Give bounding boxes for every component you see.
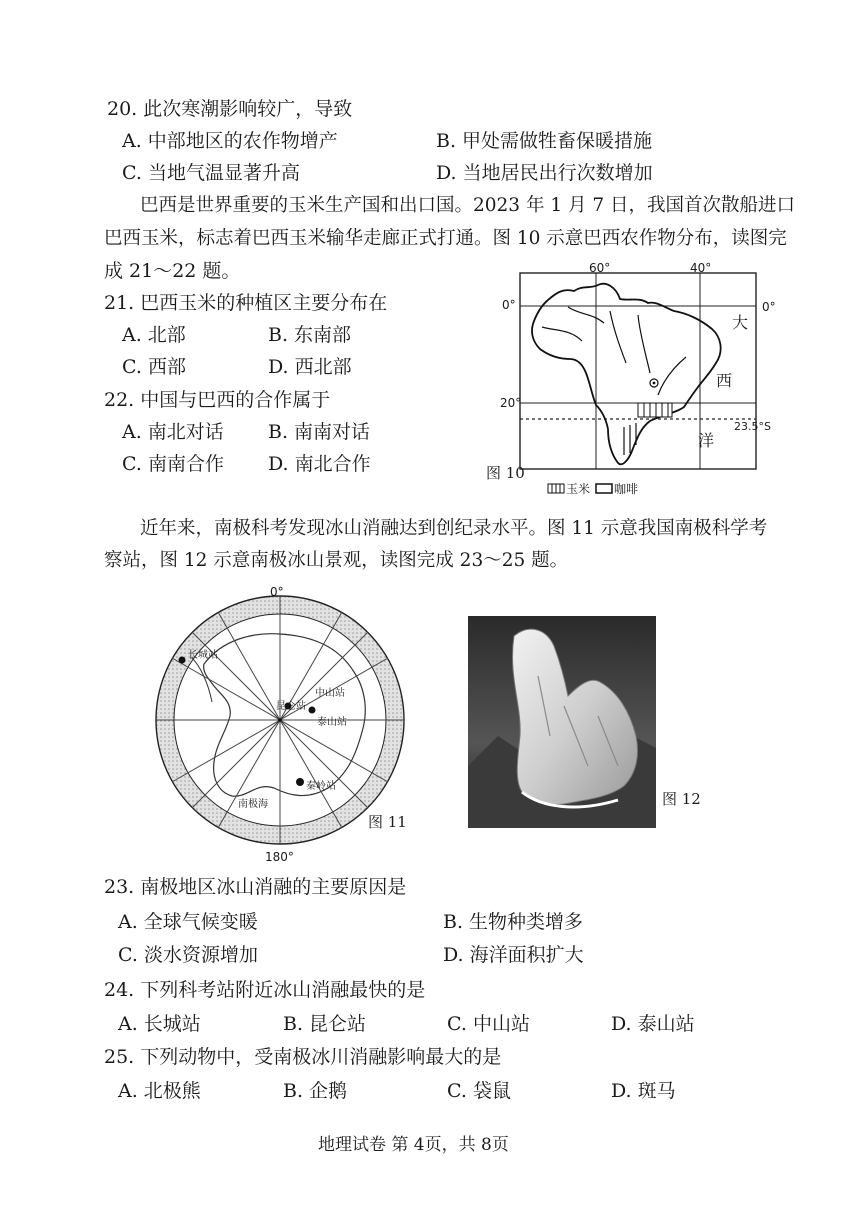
fig12-caption: 图 12 (662, 790, 701, 808)
q21-option-d: D. 西北部 (268, 356, 352, 378)
fig11-label-0deg: 0° (270, 585, 284, 599)
q25-stem: 25. 下列动物中，受南极冰川消融影响最大的是 (104, 1046, 502, 1068)
figure-12-iceberg-photo (468, 616, 656, 828)
fig10-lon-60: 60° (589, 261, 611, 275)
q22-option-b: B. 南南对话 (268, 421, 371, 443)
q21-stem: 21. 巴西玉米的种植区主要分布在 (104, 292, 388, 314)
fig11-station-kunlun: 昆仑站 (276, 701, 306, 712)
q20-option-d: D. 当地居民出行次数增加 (436, 162, 653, 184)
q23-stem: 23. 南极地区冰山消融的主要原因是 (104, 876, 407, 898)
q25-option-d: D. 斑马 (611, 1080, 676, 1102)
fig10-ocean-char-2: 西 (716, 371, 733, 390)
page-footer: 地理试卷 第 4页，共 8页 (318, 1135, 509, 1155)
fig10-lat0-right: 0° (762, 300, 776, 314)
fig10-lat0-left: 0° (502, 298, 516, 312)
q23-option-a: A. 全球气候变暖 (118, 911, 258, 933)
q24-option-a: A. 长城站 (118, 1013, 201, 1035)
q21-option-b: B. 东南部 (268, 324, 352, 346)
q24-option-d: D. 泰山站 (611, 1013, 695, 1035)
fig11-pole-label: 南极海 (238, 799, 268, 810)
fig10-lon-40: 40° (690, 261, 712, 275)
q25-option-a: A. 北极熊 (118, 1080, 201, 1102)
q23-option-b: B. 生物种类增多 (443, 911, 584, 933)
q24-stem: 24. 下列科考站附近冰山消融最快的是 (104, 979, 426, 1001)
q22-option-a: A. 南北对话 (122, 421, 224, 443)
q20-option-c: C. 当地气温显著升高 (122, 162, 300, 184)
passage1-line3: 成 21～22 题。 (104, 260, 241, 282)
q24-option-b: B. 昆仑站 (283, 1013, 367, 1035)
fig11-caption: 图 11 (368, 813, 407, 831)
q25-option-c: C. 袋鼠 (447, 1080, 511, 1102)
q23-option-c: C. 淡水资源增加 (118, 944, 258, 966)
fig10-ocean-char-1: 大 (732, 313, 749, 332)
fig11-station-taishan: 泰山站 (317, 717, 347, 728)
passage1-line2: 巴西玉米，标志着巴西玉米输华走廊正式打通。图 10 示意巴西农作物分布，读图完 (104, 228, 787, 249)
fig10-ocean-char-3: 洋 (698, 431, 715, 450)
q22-option-d: D. 南北合作 (268, 453, 371, 475)
q21-option-c: C. 西部 (122, 356, 186, 378)
q21-option-a: A. 北部 (122, 324, 186, 346)
passage2-line2: 察站，图 12 示意南极冰山景观，读图完成 23～25 题。 (104, 550, 569, 571)
fig10-lat-20: 20° (500, 396, 522, 410)
q25-option-b: B. 企鹅 (283, 1080, 348, 1102)
fig10-caption: 图 10 (486, 464, 525, 482)
q22-option-c: C. 南南合作 (122, 453, 224, 475)
fig11-label-180deg: 180° (265, 850, 294, 864)
q22-stem: 22. 中国与巴西的合作属于 (104, 389, 331, 411)
fig10-tropic-label: 23.5°S (734, 420, 771, 433)
fig11-station-qinling: 秦岭站 (306, 781, 336, 792)
passage1-line1: 巴西是世界重要的玉米生产国和出口国。2023 年 1 月 7 日，我国首次散船进口 (140, 195, 796, 216)
q20-option-a: A. 中部地区的农作物增产 (122, 130, 338, 152)
fig11-station-changcheng: 长城站 (188, 650, 218, 661)
passage2-line1: 近年来，南极科考发现冰山消融达到创纪录水平。图 11 示意我国南极科学考 (140, 518, 768, 539)
q20-option-b: B. 甲处需做牲畜保暖措施 (436, 130, 653, 152)
fig11-station-zhongshan: 中山站 (315, 688, 345, 699)
q20-stem: 20. 此次寒潮影响较广，导致 (107, 98, 353, 120)
q24-option-c: C. 中山站 (447, 1013, 530, 1035)
fig10-legend-coffee: 咖啡 (614, 482, 639, 496)
fig10-legend-corn: 玉米 (566, 482, 591, 496)
q23-option-d: D. 海洋面积扩大 (443, 944, 584, 966)
